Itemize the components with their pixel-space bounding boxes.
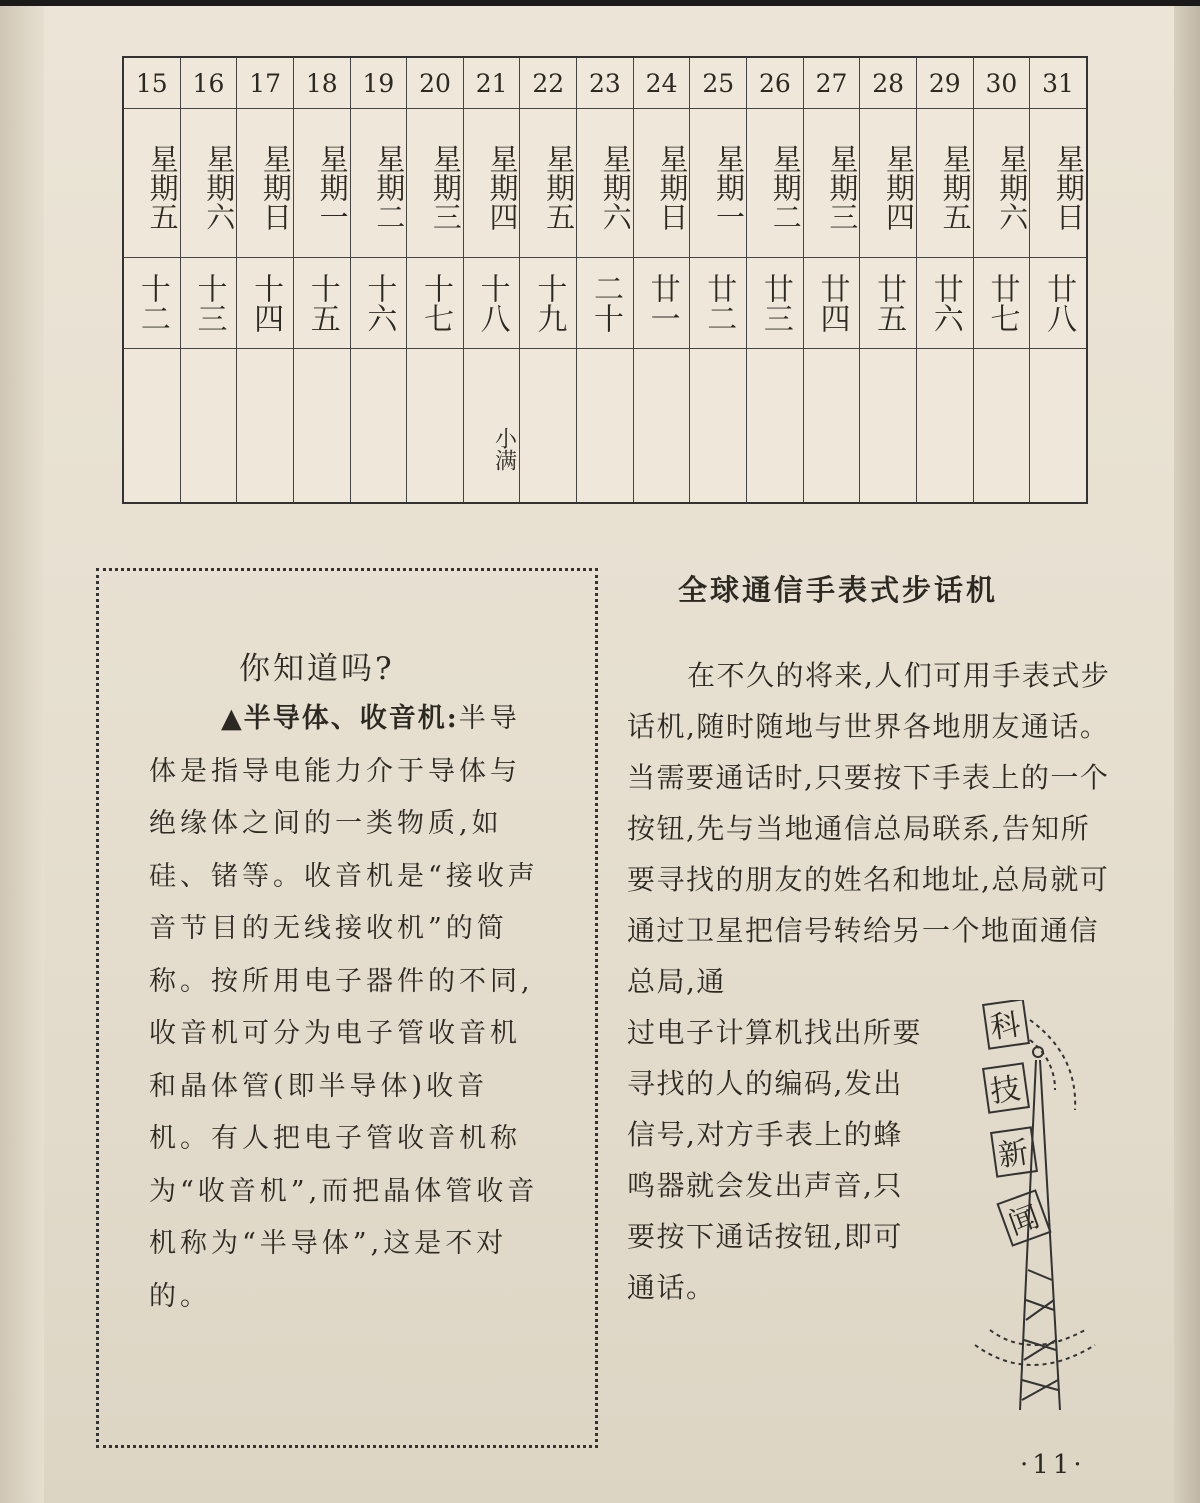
- calendar-weekday: 星期六: [577, 109, 633, 258]
- calendar-lunar-date: 廿七: [974, 258, 1030, 349]
- calendar-lunar-date: 廿四: [804, 258, 860, 349]
- calendar-lunar-date: 二十: [577, 258, 633, 349]
- calendar-day-column: [916, 58, 973, 502]
- calendar-date: 20: [407, 58, 463, 109]
- calendar-solar-term: [294, 349, 350, 502]
- did-you-know-title: 你知道吗?: [239, 651, 395, 687]
- calendar-solar-term: [634, 349, 690, 502]
- calendar-lunar-date: 十三: [181, 258, 237, 349]
- calendar-day-column: [746, 58, 803, 502]
- calendar-day-column: [859, 58, 916, 502]
- calendar-weekday: 星期五: [917, 109, 973, 258]
- calendar-lunar-date: 廿八: [1030, 258, 1086, 349]
- radio-tower-illustration: [960, 1000, 1100, 1420]
- did-you-know-text: [149, 693, 549, 1323]
- top-edge: [0, 0, 1200, 6]
- calendar-day-column: [236, 58, 293, 502]
- calendar-date: 30: [974, 58, 1030, 109]
- calendar-day-column: [406, 58, 463, 502]
- calendar-day-column: [576, 58, 633, 502]
- calendar-solar-term: [351, 349, 407, 502]
- calendar-day-column: [350, 58, 407, 502]
- calendar-solar-term: [520, 349, 576, 502]
- calendar-date: 28: [860, 58, 916, 109]
- article-title: 全球通信手表式步话机: [678, 573, 999, 607]
- calendar-solar-term: [577, 349, 633, 502]
- calendar-weekday: 星期五: [124, 109, 180, 258]
- calendar-weekday: 星期四: [860, 109, 916, 258]
- calendar-day-column: [180, 58, 237, 502]
- calendar-solar-term: [747, 349, 803, 502]
- calendar-weekday: 星期一: [294, 109, 350, 258]
- calendar-date: 21: [464, 58, 520, 109]
- calendar-solar-term: [804, 349, 860, 502]
- calendar-weekday: 星期一: [690, 109, 746, 258]
- calendar-day-column: [689, 58, 746, 502]
- calendar-solar-term: [860, 349, 916, 502]
- calendar-weekday: 星期六: [974, 109, 1030, 258]
- calendar-day-column: [633, 58, 690, 502]
- calendar-weekday: 星期四: [464, 109, 520, 258]
- calendar-weekday: 星期三: [804, 109, 860, 258]
- calendar-weekday: 星期五: [520, 109, 576, 258]
- calendar-date: 27: [804, 58, 860, 109]
- calendar-day-column: [519, 58, 576, 502]
- did-you-know-body: 半导体是指导电能力介于导体与绝缘体之间的一类物质,如硅、锗等。收音机是“接收声音节目的无线接收机”的简称。按所用电子器件的不同,收音机可分为电子管收音机和晶体管(即半导体)收音机。有人把电子管收音机称为“收音机”,而把晶体管收音机称为“半导体”,这是不对的。: [149, 703, 539, 1312]
- calendar-date: 23: [577, 58, 633, 109]
- article-paragraph-2: 过电子计算机找出所要寻找的人的编码,发出信号,对方手表上的蜂鸣器就会发出声音,只要按下通话按钮,即可通话。: [627, 1016, 923, 1304]
- calendar-lunar-date: 十二: [124, 258, 180, 349]
- logo-char-1: 科: [988, 1007, 1023, 1047]
- calendar-solar-term: [1030, 349, 1086, 502]
- did-you-know-lead: ▲半导体、收音机:: [221, 703, 459, 734]
- calendar-date: 16: [181, 58, 237, 109]
- calendar-solar-term: [124, 349, 180, 502]
- calendar-weekday: 星期日: [1030, 109, 1086, 258]
- calendar-lunar-date: 十五: [294, 258, 350, 349]
- calendar-date: 19: [351, 58, 407, 109]
- calendar-date: 15: [124, 58, 180, 109]
- calendar-solar-term: [690, 349, 746, 502]
- calendar-solar-term: [237, 349, 293, 502]
- calendar-lunar-date: 十八: [464, 258, 520, 349]
- calendar-day-column: [463, 58, 520, 502]
- calendar-day-column: [803, 58, 860, 502]
- calendar-lunar-date: 十七: [407, 258, 463, 349]
- calendar-weekday: 星期二: [747, 109, 803, 258]
- calendar-table: [122, 56, 1088, 504]
- did-you-know-box: [96, 568, 598, 1448]
- calendar-date: 31: [1030, 58, 1086, 109]
- calendar-lunar-date: 廿一: [634, 258, 690, 349]
- calendar-solar-term: [974, 349, 1030, 502]
- calendar-solar-term: [181, 349, 237, 502]
- calendar-solar-term: [407, 349, 463, 502]
- calendar-solar-term: 小满: [491, 426, 517, 471]
- calendar-date: 18: [294, 58, 350, 109]
- calendar-lunar-date: 十九: [520, 258, 576, 349]
- calendar-date: 26: [747, 58, 803, 109]
- calendar-weekday: 星期二: [351, 109, 407, 258]
- calendar-lunar-date: 十四: [237, 258, 293, 349]
- calendar-weekday: 星期日: [237, 109, 293, 258]
- logo-char-2: 技: [988, 1071, 1023, 1111]
- calendar-weekday: 星期三: [407, 109, 463, 258]
- page-right-edge: [1174, 0, 1200, 1503]
- calendar-date: 29: [917, 58, 973, 109]
- calendar-date: 25: [690, 58, 746, 109]
- calendar-lunar-date: 廿五: [860, 258, 916, 349]
- calendar-date: 17: [237, 58, 293, 109]
- calendar-lunar-date: 廿三: [747, 258, 803, 349]
- calendar-weekday: 星期六: [181, 109, 237, 258]
- page-number: ·11·: [1020, 1450, 1086, 1480]
- calendar-day-column: [973, 58, 1030, 502]
- calendar-lunar-date: 十六: [351, 258, 407, 349]
- calendar-solar-term: [917, 349, 973, 502]
- calendar-date: 24: [634, 58, 690, 109]
- calendar-day-column: [124, 58, 180, 502]
- logo-char-3: 新: [996, 1135, 1031, 1175]
- calendar-weekday: 星期日: [634, 109, 690, 258]
- logo-char-4: 闻: [1003, 1199, 1044, 1243]
- article-paragraph-1: 在不久的将来,人们可用手表式步话机,随时随地与世界各地朋友通话。当需要通话时,只要按下手表上的一个按钮,先与当地通信总局联系,告知所要寻找的朋友的姓名和地址,总局就可通过卫星把信号转给另一个地面通信总局,通: [627, 659, 1111, 998]
- calendar-date: 22: [520, 58, 576, 109]
- calendar-day-column: [293, 58, 350, 502]
- page-left-shadow: [0, 0, 44, 1503]
- calendar-lunar-date: 廿二: [690, 258, 746, 349]
- calendar-lunar-date: 廿六: [917, 258, 973, 349]
- calendar-day-column: [1029, 58, 1086, 502]
